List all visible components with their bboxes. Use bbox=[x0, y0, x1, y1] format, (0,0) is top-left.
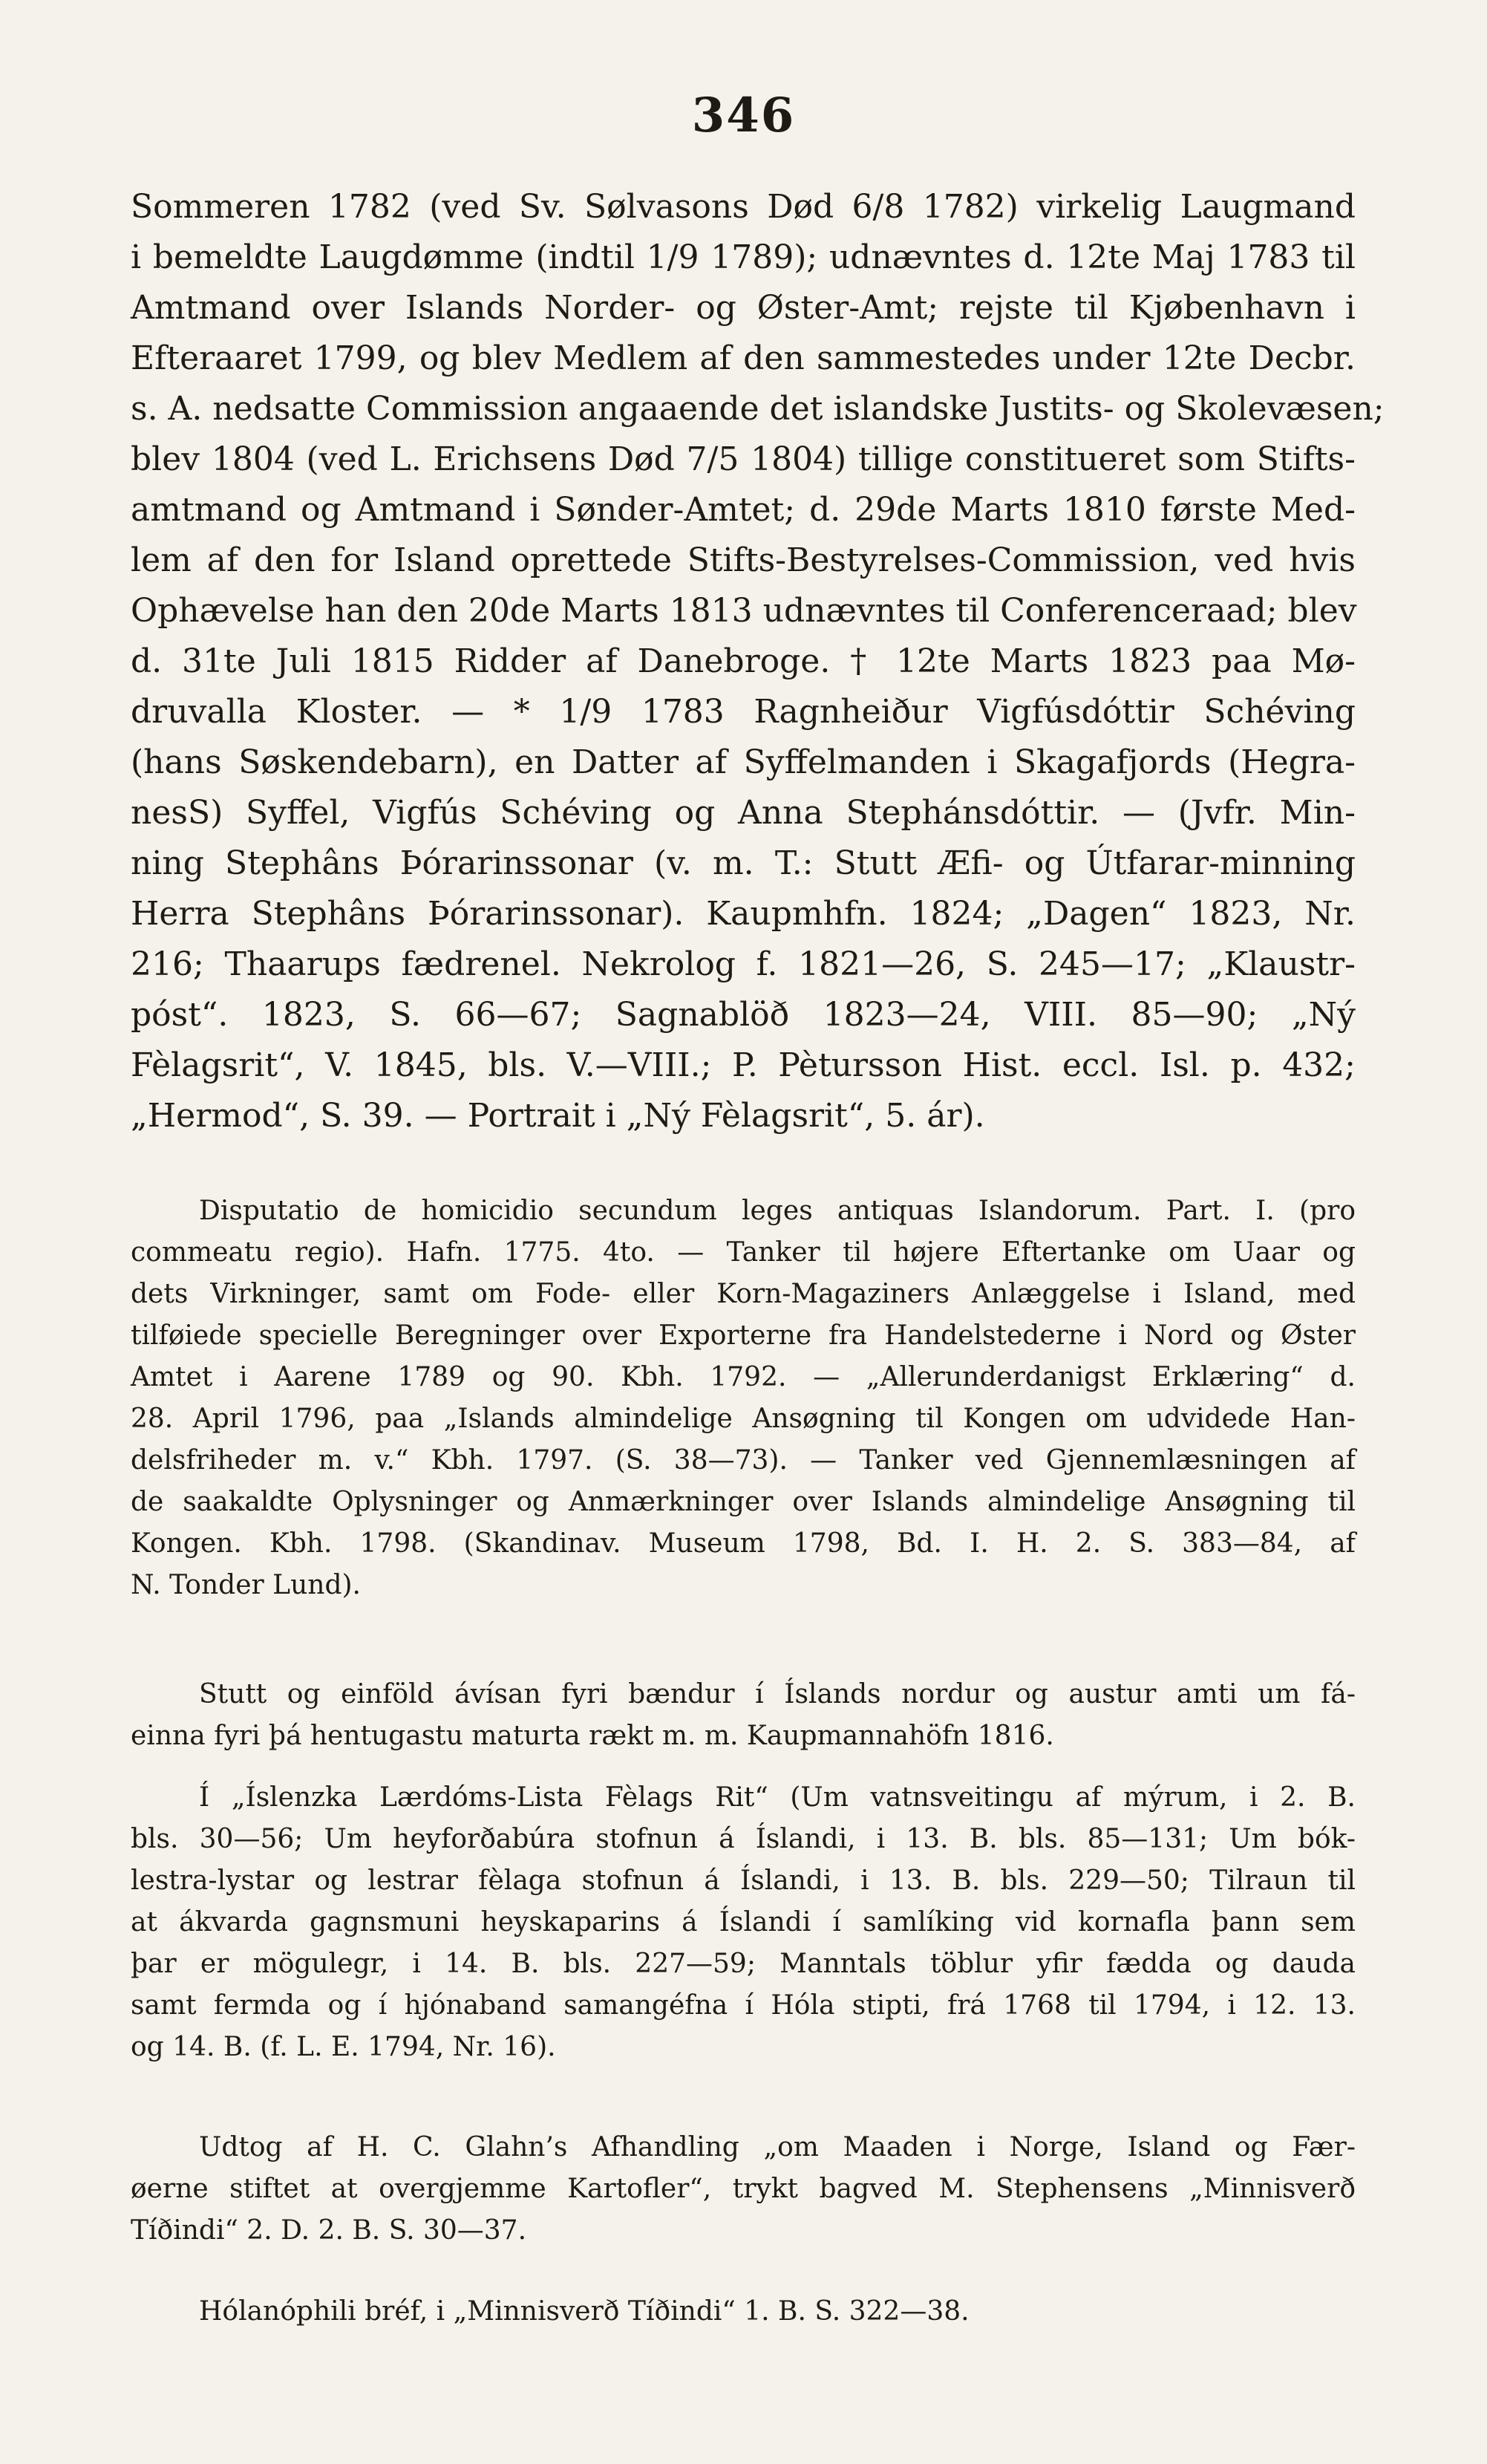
note-line: Kongen. Kbh. 1798. (Skandinav. Museum 1798, Bd. I. H. 2. S. 383—84, af bbox=[131, 1528, 1356, 1559]
footnote-laerdoms-lista bbox=[131, 1777, 1356, 2068]
note-line: N. Tonder Lund). bbox=[131, 1570, 361, 1600]
note-line: de saakaldte Oplysninger og Anmærkninger over Islands almindelige Ansøgning til bbox=[131, 1487, 1356, 1517]
text-line: Fèlagsrit“, V. 1845, bls. V.—VIII.; P. Pètursson Hist. eccl. Isl. p. 432; bbox=[131, 1046, 1356, 1084]
note-line: samt fermda og í hjónaband samangéfna í Hóla stipti, frá 1768 til 1794, i 12. 13. bbox=[131, 1990, 1356, 2021]
note-line: Í „Íslenzka Lærdóms-Lista Fèlags Rit“ (Um vatnsveitingu af mýrum, i 2. B. bbox=[199, 1782, 1356, 1813]
text-line: lem af den for Island oprettede Stifts-Bestyrelses-Commission, ved hvis bbox=[131, 541, 1356, 579]
note-line: einna fyri þá hentugastu maturta rækt m. m. Kaupmannahöfn 1816. bbox=[131, 1721, 1054, 1751]
note-line: commeatu regio). Hafn. 1775. 4to. — Tanker til højere Eftertanke om Uaar og bbox=[131, 1237, 1356, 1268]
note-line: bls. 30—56; Um heyforðabúra stofnun á Íslandi, i 13. B. bls. 85—131; Um bók- bbox=[131, 1824, 1356, 1854]
note-line: øerne stiftet at overgjemme Kartofler“, trykt bagved M. Stephensens „Minnisverð bbox=[131, 2174, 1356, 2204]
footnote-udtog bbox=[131, 2127, 1356, 2252]
text-line: blev 1804 (ved L. Erichsens Død 7/5 1804) tillige constitueret som Stifts- bbox=[131, 440, 1356, 478]
text-line: Ophævelse han den 20de Marts 1813 udnævntes til Conferenceraad; blev bbox=[131, 592, 1357, 630]
note-line: Udtog af H. C. Glahn’s Afhandling „om Maaden i Norge, Island og Fær- bbox=[199, 2132, 1356, 2162]
text-line: d. 31te Juli 1815 Ridder af Danebroge. † 12te Marts 1823 paa Mø- bbox=[131, 642, 1356, 680]
note-line: Stutt og einföld ávísan fyri bændur í Íslands nordur og austur amti um fá- bbox=[199, 1679, 1356, 1710]
text-line: nesS) Syffel, Vigfús Schéving og Anna Stephánsdóttir. — (Jvfr. Min- bbox=[131, 794, 1356, 832]
note-line: 28. April 1796, paa „Islands almindelige Ansøgning til Kongen om udvidede Han- bbox=[131, 1404, 1356, 1434]
note-line: Amtet i Aarene 1789 og 90. Kbh. 1792. — „Allerunderdanigst Erklæring“ d. bbox=[131, 1362, 1356, 1392]
text-line: ning Stephâns Þórarinssonar (v. m. T.: Stutt Æfi- og Útfarar-minning bbox=[131, 844, 1356, 882]
text-line: Efteraaret 1799, og blev Medlem af den sammestedes under 12te Decbr. bbox=[131, 339, 1356, 377]
note-line: Tíðindi“ 2. D. 2. B. S. 30—37. bbox=[131, 2215, 527, 2246]
text-line: 216; Thaarups fædrenel. Nekrolog f. 1821—26, S. 245—17; „Klaustr- bbox=[131, 945, 1356, 983]
note-line: þar er mögulegr, i 14. B. bls. 227—59; Manntals töblur yfir fædda og dauda bbox=[131, 1949, 1356, 1979]
text-line: Herra Stephâns Þórarinssonar). Kaupmhfn. 1824; „Dagen“ 1823, Nr. bbox=[131, 895, 1356, 933]
text-line: Sommeren 1782 (ved Sv. Sølvasons Død 6/8 1782) virkelig Laugmand bbox=[131, 188, 1356, 226]
note-line: og 14. B. (f. L. E. 1794, Nr. 16). bbox=[131, 2032, 556, 2062]
note-line: lestra-lystar og lestrar fèlaga stofnun á Íslandi, i 13. B. bls. 229—50; Tilraun til bbox=[131, 1865, 1356, 1896]
note-line: tilføiede specielle Beregninger over Exporterne fra Handelstederne i Nord og Øster bbox=[131, 1320, 1356, 1351]
main-text bbox=[131, 182, 1385, 1141]
footnote-disputatio bbox=[131, 1190, 1356, 1606]
note-line: delsfriheder m. v.“ Kbh. 1797. (S. 38—73). — Tanker ved Gjennemlæsningen af bbox=[131, 1445, 1356, 1476]
note-line: dets Virkninger, samt om Fode- eller Korn-Magaziners Anlæggelse i Island, med bbox=[131, 1279, 1356, 1309]
footnote-holanophili bbox=[131, 2291, 1356, 2333]
note-line: at ákvarda gagnsmuni heyskaparins á Íslandi í samlíking vid kornafla þann sem bbox=[131, 1907, 1356, 1937]
text-line: póst“. 1823, S. 66—67; Sagnablöð 1823—24, VIII. 85—90; „Ný bbox=[131, 996, 1356, 1034]
text-line: s. A. nedsatte Commission angaaende det islandske Justits- og Skolevæsen; bbox=[131, 390, 1385, 428]
text-line: „Hermod“, S. 39. — Portrait i „Ný Fèlagsrit“, 5. ár). bbox=[131, 1097, 985, 1135]
note-line: Hólanóphili bréf, i „Minnisverð Tíðindi“ 1. B. S. 322—38. bbox=[199, 2296, 970, 2327]
text-line: druvalla Kloster. — * 1/9 1783 Ragnheiður Vigfúsdóttir Schéving bbox=[131, 693, 1356, 731]
text-line: (hans Søskendebarn), en Datter af Syffelmanden i Skagafjords (Hegra- bbox=[131, 743, 1356, 781]
text-line: i bemeldte Laugdømme (indtil 1/9 1789); udnævntes d. 12te Maj 1783 til bbox=[131, 238, 1356, 276]
note-line: Disputatio de homicidio secundum leges antiquas Islandorum. Part. I. (pro bbox=[199, 1196, 1356, 1226]
text-line: Amtmand over Islands Norder- og Øster-Amt; rejste til Kjøbenhavn i bbox=[131, 289, 1356, 327]
footnote-stutt bbox=[131, 1674, 1356, 1757]
text-line: amtmand og Amtmand i Sønder-Amtet; d. 29de Marts 1810 første Med- bbox=[131, 491, 1356, 529]
page-number: 346 bbox=[691, 88, 796, 143]
